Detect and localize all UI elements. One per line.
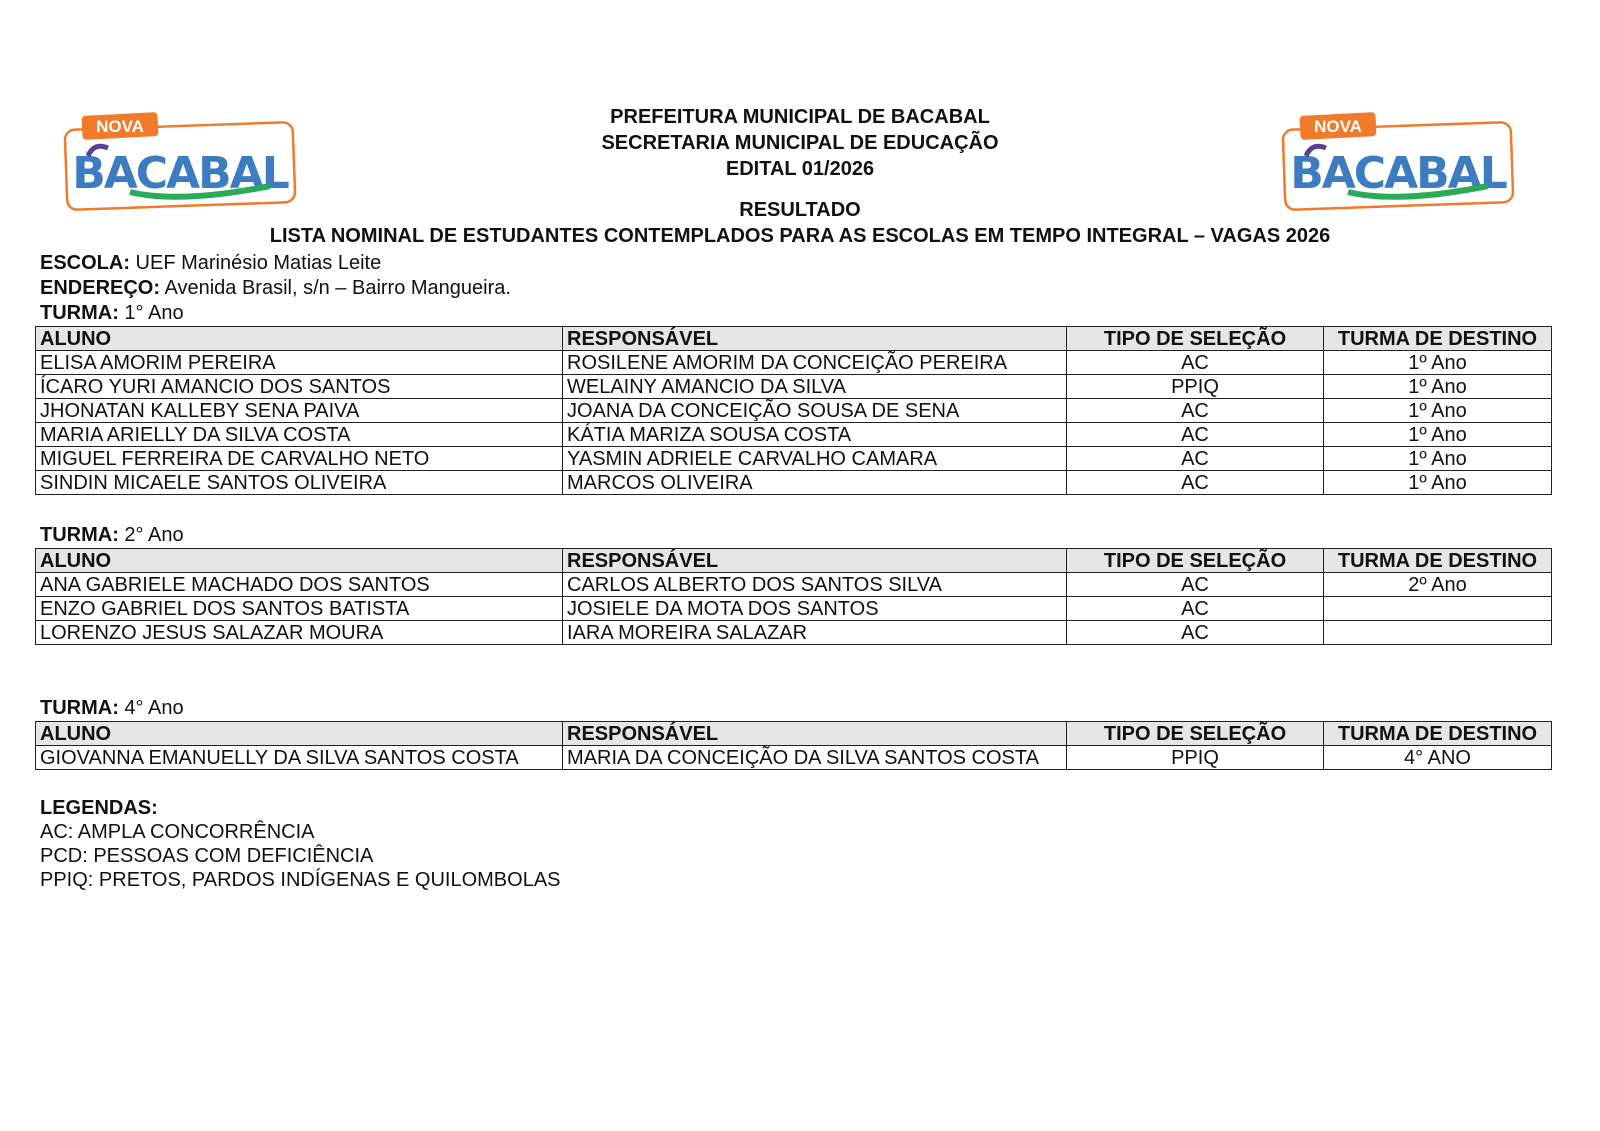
table-row: JHONATAN KALLEBY SENA PAIVA JOANA DA CONCEIÇÃO SOUSA DE SENA AC 1º Ano: [36, 399, 1552, 423]
turma-4-heading: TURMA: 4° Ano: [40, 697, 184, 719]
turma-4-table: [35, 721, 1552, 770]
col-tipo-selecao: TIPO DE SELEÇÃO: [1067, 549, 1324, 573]
header-edital: EDITAL 01/2026: [725, 158, 875, 180]
turma-1-table: [35, 326, 1552, 495]
header-subtitle: LISTA NOMINAL DE ESTUDANTES CONTEMPLADOS PARA AS ESCOLAS EM TEMPO INTEGRAL – VAGAS 2026: [269, 225, 1331, 247]
turma-2-heading: TURMA: 2° Ano: [40, 524, 184, 546]
col-turma-destino: TURMA DE DESTINO: [1324, 327, 1552, 351]
document-header: [0, 104, 1600, 249]
table-header-row: [36, 327, 1552, 351]
legend: [40, 796, 561, 892]
legend-item-ppiq: PPIQ: PRETOS, PARDOS INDÍGENAS E QUILOMBOLAS: [40, 869, 561, 891]
school-name-line: [40, 251, 381, 275]
table-row: LORENZO JESUS SALAZAR MOURA IARA MOREIRA SALAZAR AC: [36, 621, 1552, 645]
table-header-row: [36, 549, 1552, 573]
col-aluno: ALUNO: [36, 549, 563, 573]
svg-text:BACABAL: BACABAL: [1290, 148, 1506, 199]
col-turma-destino: TURMA DE DESTINO: [1324, 549, 1552, 573]
escola-value: UEF Marinésio Matias Leite: [130, 252, 382, 274]
endereco-label: ENDEREÇO:: [40, 277, 161, 299]
address-line: [40, 276, 511, 300]
legend-item-ac: AC: AMPLA CONCORRÊNCIA: [40, 821, 315, 843]
escola-label: ESCOLA:: [40, 252, 130, 274]
table-row: MIGUEL FERREIRA DE CARVALHO NETO YASMIN ADRIELE CARVALHO CAMARA AC 1º Ano: [36, 447, 1552, 471]
col-aluno: ALUNO: [36, 327, 563, 351]
table-header-row: [36, 722, 1552, 746]
turma-1-heading: TURMA: 1° Ano: [40, 302, 184, 324]
svg-text:NOVA: NOVA: [1314, 117, 1362, 136]
table-row: ELISA AMORIM PEREIRA ROSILENE AMORIM DA CONCEIÇÃO PEREIRA AC 1º Ano: [36, 351, 1552, 375]
col-responsavel: RESPONSÁVEL: [563, 722, 1067, 746]
table-row: ENZO GABRIEL DOS SANTOS BATISTA JOSIELE DA MOTA DOS SANTOS AC: [36, 597, 1552, 621]
table-row: MARIA ARIELLY DA SILVA COSTA KÁTIA MARIZA SOUSA COSTA AC 1º Ano: [36, 423, 1552, 447]
legend-item-pcd: PCD: PESSOAS COM DEFICIÊNCIA: [40, 845, 374, 867]
header-resultado: RESULTADO: [739, 199, 861, 221]
table-row: ÍCARO YURI AMANCIO DOS SANTOS WELAINY AMANCIO DA SILVA PPIQ 1º Ano: [36, 375, 1552, 399]
col-turma-destino: TURMA DE DESTINO: [1324, 722, 1552, 746]
col-aluno: ALUNO: [36, 722, 563, 746]
endereco-value: Avenida Brasil, s/n – Bairro Mangueira.: [160, 277, 511, 299]
col-responsavel: RESPONSÁVEL: [563, 327, 1067, 351]
turma-2-table: [35, 548, 1552, 645]
svg-text:NOVA: NOVA: [96, 117, 144, 136]
col-responsavel: RESPONSÁVEL: [563, 549, 1067, 573]
svg-text:BACABAL: BACABAL: [72, 148, 288, 199]
table-row: ANA GABRIELE MACHADO DOS SANTOS CARLOS ALBERTO DOS SANTOS SILVA AC 2º Ano: [36, 573, 1552, 597]
table-row: GIOVANNA EMANUELLY DA SILVA SANTOS COSTA MARIA DA CONCEIÇÃO DA SILVA SANTOS COSTA PPIQ 4° ANO: [36, 746, 1552, 770]
col-tipo-selecao: TIPO DE SELEÇÃO: [1067, 722, 1324, 746]
table-row: SINDIN MICAELE SANTOS OLIVEIRA MARCOS OLIVEIRA AC 1º Ano: [36, 471, 1552, 495]
header-secretaria: SECRETARIA MUNICIPAL DE EDUCAÇÃO: [601, 132, 999, 154]
header-prefeitura: PREFEITURA MUNICIPAL DE BACABAL: [610, 106, 990, 128]
legend-title: LEGENDAS:: [40, 797, 158, 819]
col-tipo-selecao: TIPO DE SELEÇÃO: [1067, 327, 1324, 351]
